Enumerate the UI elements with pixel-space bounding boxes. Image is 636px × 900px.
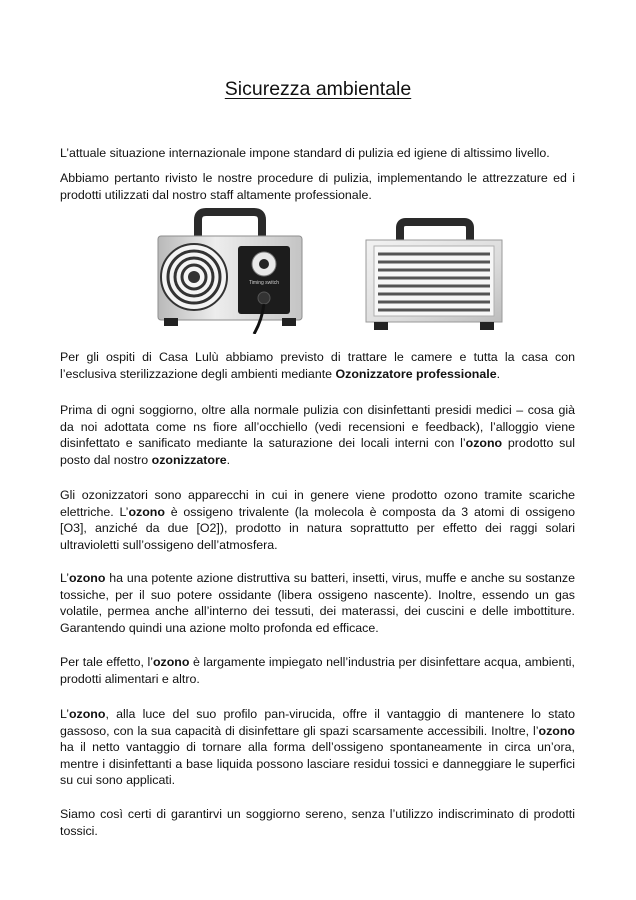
bold-text: ozono <box>465 436 503 451</box>
ozonizer-front-image <box>150 208 310 334</box>
text-run: L’attuale situazione internazionale impone standard di pulizia ed igiene di altissimo livello. <box>60 146 550 160</box>
text-run: ha il netto vantaggio di tornare alla forma dell’ossigeno spontaneamente in circa un’ora, mentre i disinfettanti a base liquida possono lasciare residui tossici e danneggiare le superfici su cui sono applicati. <box>60 740 575 788</box>
bold-text: ozono <box>128 504 165 519</box>
text-run: Per gli ospiti di Casa Lulù abbiamo previsto di trattare le camere e tutta la casa con l’esclusiva sterilizzazione degli ambienti mediante <box>60 350 575 381</box>
bold-text: Ozonizzatore professionale <box>335 366 497 381</box>
text-run: . <box>226 452 231 467</box>
text-run: prodotto sul posto dal nostro <box>60 436 575 467</box>
text-run: , alla luce del suo profilo pan-virucida, offre il vantaggio di mantenere lo stato gassoso, con la sua capacità di disinfettare gli spazi scarsamente accessibili. Inoltre, l’ <box>60 707 575 738</box>
panel-label: Timing switch <box>248 280 280 286</box>
paragraph <box>60 145 575 162</box>
paragraph <box>60 706 575 789</box>
bold-text: ozono <box>68 571 106 585</box>
bold-text: ozono <box>152 655 190 669</box>
text-run: L’ <box>60 571 69 585</box>
ozonizer-side-image <box>356 218 512 334</box>
text-run: è largamente impiegato nell’industria per disinfettare acqua, ambienti, prodotti alimentari e altro. <box>60 655 575 686</box>
paragraph <box>60 349 575 382</box>
paragraph <box>60 170 575 203</box>
paragraph <box>60 806 575 839</box>
text-run: Prima di ogni soggiorno, oltre alla normale pulizia con disinfettanti presidi medici – cosa già da noi adottata come ns fiore all’occhiello (vedi recensioni e feedback), l’alloggio viene disinfettato e sanificato mediante la saturazione dei locali interni con l’ <box>60 403 575 451</box>
paragraph <box>60 487 575 553</box>
bold-text: ozono <box>68 707 106 721</box>
text-run: Gli ozonizzatori sono apparecchi in cui in genere viene prodotto ozono tramite scariche elettriche. L’ <box>60 488 575 519</box>
text-run: ha una potente azione distruttiva su batteri, insetti, virus, muffe e anche su sostanze tossiche, per il suo potere ossidante (libera ossigeno nascente). Inoltre, essendo un gas volatile, permea anche all’interno dei tessuti, dei materassi, dei cuscini e delle imbottiture. Garantendo quindi una azione molto profonda ed efficace. <box>60 571 575 635</box>
page-title: Sicurezza ambientale <box>224 78 412 100</box>
text-run: Siamo così certi di garantirvi un soggiorno sereno, senza l’utilizzo indiscriminato di prodotti tossici. <box>60 807 575 838</box>
bold-text: ozono <box>538 723 575 738</box>
paragraph <box>60 654 575 687</box>
text-run: Abbiamo pertanto rivisto le nostre procedure di pulizia, implementando le attrezzature ed i prodotti utilizzati dal nostro staff altamente professionale. <box>60 171 575 202</box>
text-run: L’ <box>60 707 69 721</box>
paragraph <box>60 570 575 636</box>
text-run: Per tale effetto, l’ <box>60 655 153 669</box>
paragraph <box>60 402 575 468</box>
bold-text: ozonizzatore <box>151 452 227 467</box>
text-run: . <box>496 366 501 381</box>
text-run: è ossigeno trivalente (la molecola è composta da 3 atomi di ossigeno [O3], anziché da due [O2]), prodotto in natura soprattutto per effetto dei raggi solari ultravioletti sull’ossigeno dell’atmosfera. <box>60 504 576 552</box>
